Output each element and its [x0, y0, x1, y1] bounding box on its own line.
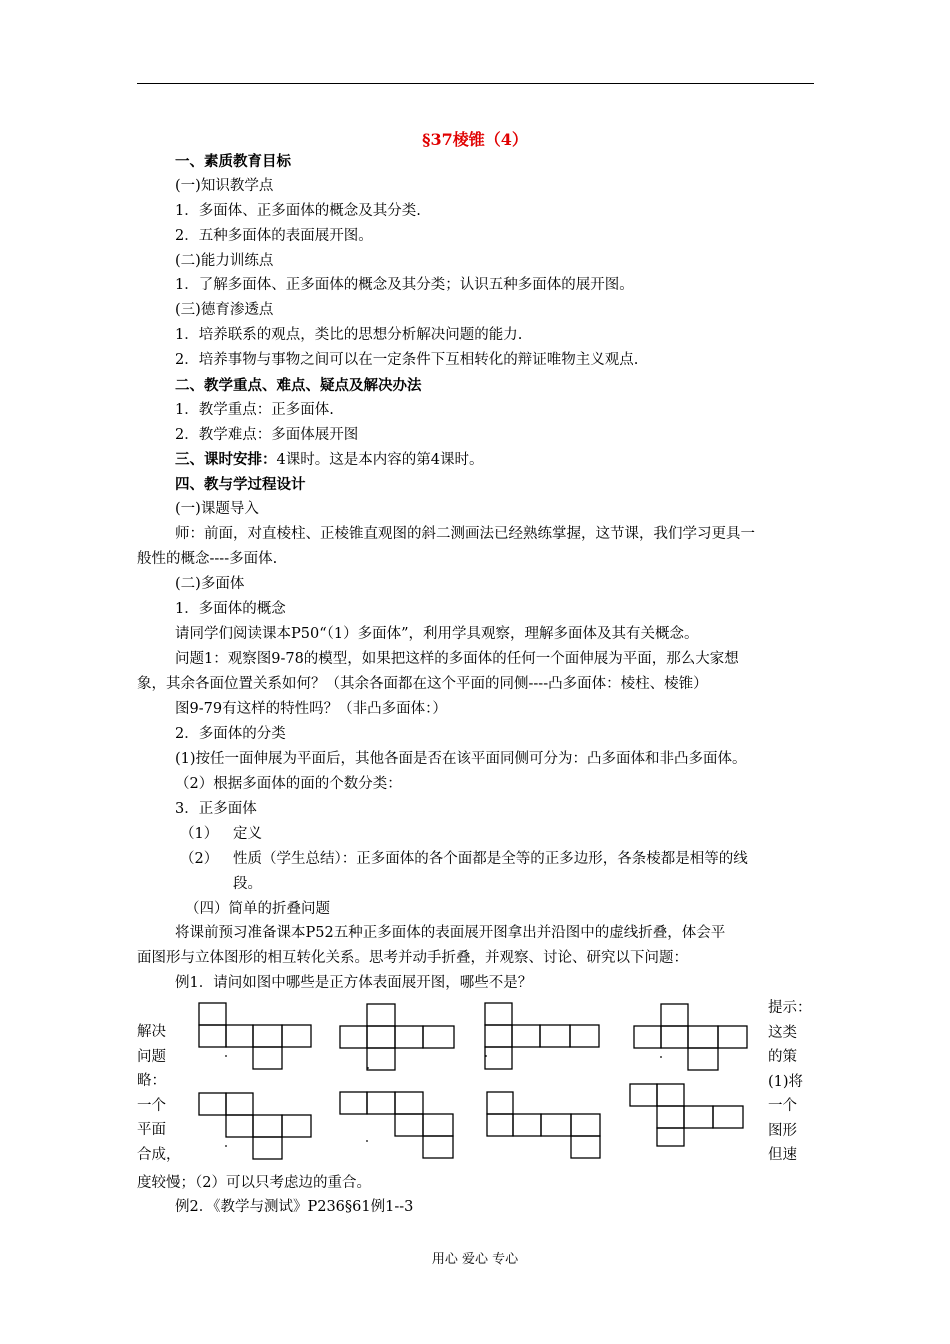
heading-goals: 一、素质教育目标: [175, 153, 291, 170]
text-line: (三)德育渗透点: [175, 302, 274, 318]
right-col-text: 这类: [768, 1024, 797, 1041]
para-line: 问题1：观察图9-78的模型，如果把这样的多面体的任何一个面伸展为平面，那么大家想: [175, 651, 739, 667]
right-col-text: (1)将: [768, 1073, 804, 1090]
left-col-text: 合成，: [137, 1146, 181, 1163]
cube-net-2: [340, 1004, 454, 1070]
left-col-text: 问题: [137, 1048, 166, 1065]
heading-process: 四、教与学过程设计: [175, 476, 306, 493]
text-line: 1．了解多面体、正多面体的概念及其分类；认识五种多面体的展开图。: [175, 277, 634, 293]
schedule-label: 三、课时安排：: [175, 451, 277, 468]
section-heading: （四）简单的折叠问题: [185, 901, 330, 917]
text-line: 图9-79有这样的特性吗？（非凸多面体：）: [175, 701, 447, 717]
para-line: 面图形与立体图形的相互转化关系。思考并动手折叠，并观察、讨论、研究以下问题：: [137, 950, 688, 966]
text-line: 2．五种多面体的表面展开图。: [175, 228, 373, 244]
text-line: (二)能力训练点: [175, 253, 274, 269]
page-title: §37棱锥（4）: [422, 130, 528, 149]
text-line: 2．教学难点：多面体展开图: [175, 427, 359, 443]
enum-number: （2）: [180, 851, 219, 867]
text-line: 1．多面体的概念: [175, 601, 286, 617]
example-2: 例2．《教学与测试》P236§61例1--3: [175, 1199, 414, 1215]
right-col-text: 的策: [768, 1049, 797, 1065]
enum-number: （1）: [180, 826, 219, 842]
para-line: 象，其余各面位置关系如何？（其余各面都在这个平面的同侧----凸多面体：棱柱、棱锥）: [137, 676, 708, 692]
text-line: 度较慢；（2）可以只考虑边的重合。: [137, 1175, 371, 1191]
para-line: 般性的概念----多面体.: [137, 551, 278, 567]
example-1: 例1．请问如图中哪些是正方体表面展开图，哪些不是？: [175, 975, 533, 991]
enum-text-cont: 段。: [233, 876, 262, 892]
text-line: 1．培养联系的观点，类比的思想分析解决问题的能力.: [175, 327, 523, 343]
cube-net-3: [485, 1003, 599, 1069]
text-line: (二)多面体: [175, 576, 245, 592]
text-line: 2．多面体的分类: [175, 726, 286, 742]
page-footer: 用心 爱心 专心: [431, 1252, 519, 1267]
para-line: 师：前面，对直棱柱、正棱锥直观图的斜二测画法已经熟练掌握，这节课，我们学习更具一: [175, 526, 755, 542]
text-line: (1)按任一面伸展为平面后，其他各面是否在该平面同侧可分为：凸多面体和非凸多面体。: [175, 751, 747, 767]
right-col-text: 但速: [768, 1147, 797, 1163]
cube-net-4: [634, 1004, 747, 1070]
text-line: 请同学们阅读课本P50“（1）多面体”，利用学具观察，理解多面体及其有关概念。: [175, 626, 699, 642]
heading-key-points: 二、教学重点、难点、疑点及解决办法: [175, 377, 422, 394]
cube-net-6: [340, 1092, 453, 1158]
enum-text: 性质（学生总结）：正多面体的各个面都是全等的正多边形，各条棱都是相等的线: [233, 851, 748, 867]
text-line: (一)知识教学点: [175, 178, 274, 194]
text-line: 1．教学重点：正多面体.: [175, 402, 334, 418]
para-line: 将课前预习准备课本P52五种正多面体的表面展开图拿出并沿图中的虚线折叠，体会平: [175, 925, 726, 941]
text-line: 2．培养事物与事物之间可以在一定条件下互相转化的辩证唯物主义观点.: [175, 352, 639, 368]
cube-net-8: [630, 1084, 743, 1146]
text-line: 3．正多面体: [175, 801, 257, 817]
enum-text: 定义: [233, 826, 262, 842]
text-line: （2）根据多面体的面的个数分类：: [175, 776, 402, 792]
left-col-text: 平面: [137, 1122, 166, 1138]
cube-net-5: [199, 1093, 311, 1159]
left-col-text: 一个: [137, 1097, 166, 1114]
cube-net-7: [487, 1092, 600, 1158]
net-marks: [225, 1055, 662, 1147]
left-col-text: 解决: [137, 1024, 166, 1040]
left-col-text: 略：: [137, 1073, 166, 1089]
right-col-text: 图形: [768, 1122, 797, 1139]
cube-net-1: [199, 1003, 311, 1069]
schedule-text: 4课时。这是本内容的第4课时。: [276, 452, 484, 468]
text-line: (一)课题导入: [175, 501, 259, 517]
text-line: 1．多面体、正多面体的概念及其分类.: [175, 203, 421, 219]
right-col-text: 提示：: [768, 1000, 812, 1016]
right-col-text: 一个: [768, 1098, 797, 1114]
